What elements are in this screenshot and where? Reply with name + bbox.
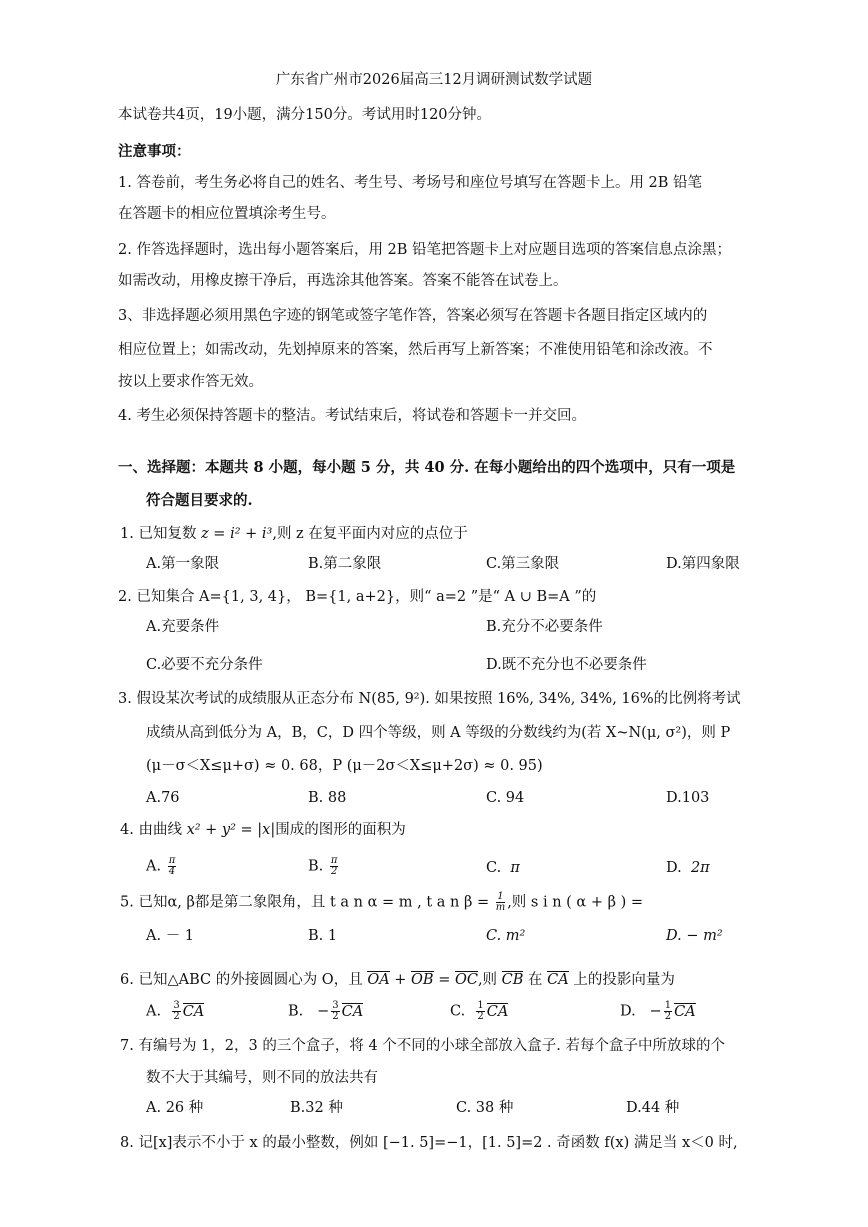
q5-option-b: B. 1 (308, 928, 338, 944)
document-title: 广东省广州市2026届高三12月调研测试数学试题 (275, 72, 593, 88)
numerator: 1 (497, 891, 504, 902)
option-label: B. (308, 858, 324, 875)
q3-option-d: D.103 (666, 790, 710, 806)
q6-mid: ,则 (477, 972, 502, 988)
notice-heading: 注意事项： (118, 143, 191, 160)
q6-option-c (450, 1001, 508, 1022)
fraction (476, 1001, 484, 1022)
q5-suffix: ,则 s i n ( α + β ) = (507, 894, 643, 911)
equals-sign: = (433, 972, 455, 988)
q2-option-b: B.充分不必要条件 (486, 619, 603, 635)
notice-line: 按以上要求作答无效。 (118, 374, 263, 390)
option-sign: − (317, 1003, 330, 1020)
numerator: 3 (332, 1000, 339, 1011)
plus-sign: + (389, 972, 412, 988)
q1-option-a: A.第一象限 (146, 556, 220, 572)
question-4-stem (120, 820, 406, 840)
vector-cb: CB (501, 972, 524, 988)
q4-suffix: 围成的图形的面积为 (275, 822, 406, 838)
denominator: 2 (477, 1011, 484, 1022)
q1-suffix: ,则 z 在复平面内对应的点位于 (272, 526, 468, 542)
fraction (496, 892, 505, 913)
question-6-stem (120, 970, 675, 990)
question-3-line: 成绩从高到低分为 A，B，C，D 四个等级，则 A 等级的分数线约为(若 X~N(μ, σ²)，则 P (146, 725, 731, 741)
denominator: 2 (330, 866, 338, 877)
q4-option-d (666, 858, 710, 878)
q6-option-b (288, 1001, 363, 1022)
denominator: 2 (173, 1011, 180, 1022)
option-label: C. (450, 1003, 466, 1020)
q4-option-a (146, 856, 178, 877)
q1-option-b: B.第二象限 (308, 556, 382, 572)
q6-mid2: 在 (523, 972, 548, 988)
question-3-line: (μ－σ＜X≤μ+σ) ≈ 0. 68，P (μ－2σ＜X≤μ+2σ) ≈ 0. 95) (146, 758, 543, 774)
denominator: 2 (664, 1011, 672, 1022)
question-3-line: 3. 假设某次考试的成绩服从正态分布 N(85, 9²). 如果按照 16%, 34%, 34%, 16%的比例将考试 (118, 691, 741, 707)
fraction (331, 1001, 339, 1022)
notice-line: 1. 答卷前，考生务必将自己的姓名、考生号、考场号和座位号填写在答题卡上。用 2B 铅笔 (118, 175, 703, 191)
q2-option-d: D.既不充分也不必要条件 (486, 657, 647, 673)
vector-ca: CA (486, 1003, 509, 1020)
denominator: 4 (168, 866, 176, 877)
numerator: 3 (173, 1000, 180, 1011)
question-7-line: 数不大于其编号，则不同的放法共有 (146, 1070, 378, 1086)
vector-oc: OC (454, 972, 478, 988)
q7-option-a: A. 26 种 (146, 1100, 204, 1116)
q1-prefix: 1. 已知复数 (120, 526, 202, 542)
option-label: B. (288, 1003, 304, 1020)
vector-ca: CA (182, 1003, 205, 1020)
numerator: 1 (664, 1000, 672, 1011)
numerator: π (330, 855, 338, 866)
question-7-line: 7. 有编号为 1，2，3 的三个盒子，将 4 个不同的小球全部放入盒子. 若每个盒子中所放球的个 (120, 1038, 725, 1054)
vector-ca: CA (547, 972, 569, 988)
q4-option-c (486, 858, 520, 878)
vector-ca: CA (341, 1003, 364, 1020)
q6-option-a (146, 1001, 204, 1022)
q4-option-b (308, 856, 340, 877)
notice-line: 3、非选择题必须用黑色字迹的钢笔或签字笔作答，答案必须写在答题卡各题目指定区域内的 (118, 308, 708, 324)
q5-option-d: D. − m² (666, 928, 723, 944)
vector-oa: OA (367, 972, 390, 988)
intro-line: 本试卷共4页，19小题，满分150分。考试用时120分钟。 (118, 107, 492, 123)
q6-prefix: 6. 已知△ABC 的外接圆圆心为 O，且 (120, 972, 368, 988)
q4-formula: x² + y² = |x| (186, 822, 276, 838)
q4-prefix: 4. 由曲线 (120, 822, 187, 838)
section-heading-cont: 符合题目要求的. (146, 492, 253, 509)
fraction (664, 1001, 672, 1022)
numerator: 1 (477, 1000, 484, 1011)
question-5-stem (120, 892, 643, 913)
fraction (172, 1001, 180, 1022)
question-8-line: 8. 记[x]表示不小于 x 的最小整数，例如 [−1. 5]=−1，[1. 5]=2 . 奇函数 f(x) 满足当 x＜0 时, (120, 1135, 738, 1151)
numerator: π (168, 855, 176, 866)
option-label: A. (146, 1003, 162, 1020)
q1-formula: z = i² + i³ (201, 526, 273, 542)
fraction (168, 856, 177, 877)
vector-ob: OB (411, 972, 434, 988)
q7-option-d: D.44 种 (626, 1100, 680, 1116)
option-value: π (510, 860, 520, 876)
option-label: A. (146, 858, 162, 875)
denominator: m (495, 902, 506, 913)
option-sign: − (649, 1003, 662, 1020)
option-label: D. (620, 1003, 636, 1020)
q7-option-c: C. 38 种 (456, 1100, 514, 1116)
notice-line: 在答题卡的相应位置填涂考生号。 (118, 206, 336, 222)
q3-option-b: B. 88 (308, 790, 347, 806)
option-label: C. (486, 860, 502, 876)
q1-option-d: D.第四象限 (666, 556, 740, 572)
q6-suffix: 上的投影向量为 (568, 972, 675, 988)
option-value: 2π (690, 860, 710, 876)
vector-ca: CA (674, 1003, 696, 1020)
question-2-stem: 2. 已知集合 A={1, 3, 4}， B={1, a+2}，则“ a=2 ”是“ A ∪ B=A ”的 (118, 589, 597, 605)
section-heading: 一、选择题：本题共 8 小题，每小题 5 分，共 40 分. 在每小题给出的四个选项中，只有一项是 (118, 459, 736, 476)
q1-option-c: C.第三象限 (486, 556, 560, 572)
q6-option-d (620, 1001, 696, 1022)
denominator: 2 (332, 1011, 339, 1022)
option-label: D. (666, 860, 682, 876)
q5-prefix: 5. 已知α, β都是第二象限角，且 t a n α = m , t a n β = (120, 894, 494, 911)
q5-option-a: A. － 1 (146, 928, 195, 944)
question-1-stem (120, 524, 468, 544)
q3-option-a: A.76 (146, 790, 180, 806)
q2-option-c: C.必要不充分条件 (146, 657, 263, 673)
fraction (330, 856, 339, 877)
q5-option-c: C. m² (486, 928, 526, 944)
q3-option-c: C. 94 (486, 790, 525, 806)
notice-line: 相应位置上；如需改动，先划掉原来的答案，然后再写上新答案；不准使用铅笔和涂改液。不 (118, 342, 713, 358)
notice-line: 2. 作答选择题时，选出每小题答案后，用 2B 铅笔把答题卡上对应题目选项的答案信息点涂黑； (118, 242, 732, 258)
notice-line: 如需改动，用橡皮擦干净后，再选涂其他答案。答案不能答在试卷上。 (118, 273, 568, 289)
q2-option-a: A.充要条件 (146, 619, 220, 635)
notice-line: 4. 考生必须保持答题卡的整洁。考试结束后，将试卷和答题卡一并交回。 (118, 408, 586, 424)
q7-option-b: B.32 种 (290, 1100, 343, 1116)
